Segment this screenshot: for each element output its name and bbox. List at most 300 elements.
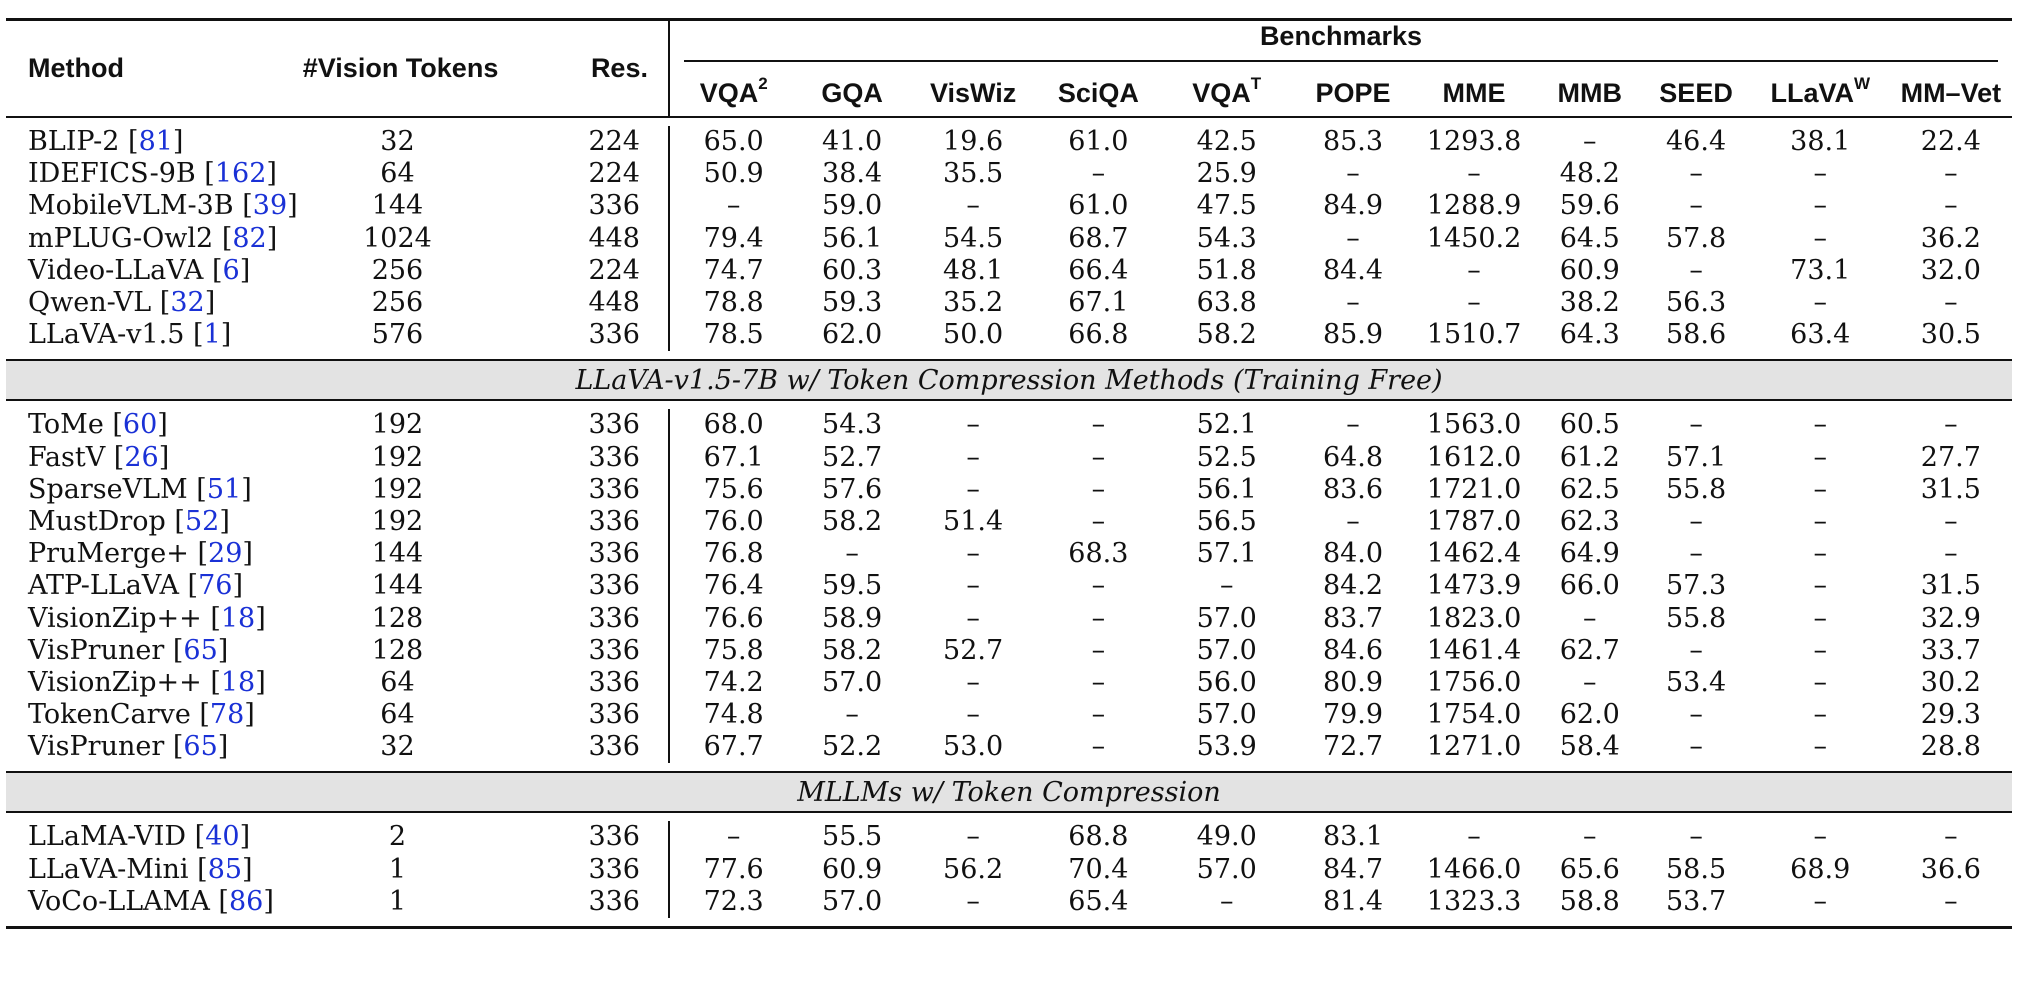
- citation-ref: 81: [138, 126, 173, 158]
- benchmark-value-cell: 47.5: [1196, 190, 1257, 222]
- benchmark-value-cell: 57.0: [1196, 634, 1257, 666]
- benchmark-value-cell: –: [1689, 158, 1703, 190]
- benchmark-value-cell: –: [1944, 158, 1958, 190]
- benchmark-value-cell: 58.6: [1666, 319, 1727, 351]
- benchmark-value-cell: 61.0: [1068, 126, 1129, 158]
- benchmark-value-cell: –: [1813, 634, 1827, 666]
- benchmark-value-cell: 58.8: [1559, 885, 1620, 917]
- benchmark-value-cell: 42.5: [1196, 126, 1257, 158]
- method-name: LLaVA-Mini: [28, 853, 189, 885]
- benchmark-name: MM–Vet: [1900, 77, 2002, 108]
- benchmark-value-cell: 25.9: [1196, 158, 1257, 190]
- benchmark-value-cell: 33.7: [1920, 634, 1981, 666]
- method-cell: MobileVLM-3B [39]: [28, 190, 298, 222]
- vision-tokens-cell: 1: [388, 885, 407, 917]
- benchmark-value-cell: –: [1689, 190, 1703, 222]
- benchmark-name: SciQA: [1057, 77, 1139, 108]
- benchmark-value-cell: 75.6: [703, 473, 764, 505]
- benchmark-value-cell: 54.3: [822, 409, 883, 441]
- vision-tokens-cell: 144: [371, 570, 424, 602]
- resolution-cell: 336: [492, 602, 669, 634]
- benchmark-value-cell: 78.5: [703, 319, 764, 351]
- table-row: [6, 667, 2012, 699]
- resolution-cell: 336: [492, 442, 669, 474]
- benchmark-value-cell: 73.1: [1790, 254, 1851, 286]
- benchmark-value-cell: 50.9: [703, 158, 764, 190]
- benchmark-name: VQA: [699, 77, 759, 108]
- benchmark-value-cell: 19.6: [943, 126, 1004, 158]
- benchmark-value-cell: –: [1813, 505, 1827, 537]
- benchmark-value-cell: –: [1813, 885, 1827, 917]
- benchmark-superscript: T: [1250, 73, 1262, 93]
- benchmark-value-cell: 38.4: [822, 158, 883, 190]
- vision-tokens-cell: 256: [371, 287, 424, 319]
- benchmark-value-cell: 55.8: [1666, 602, 1727, 634]
- benchmark-value-cell: 74.7: [703, 254, 764, 286]
- method-name: BLIP-2: [28, 126, 120, 158]
- benchmark-value-cell: –: [1091, 158, 1106, 190]
- benchmark-value-cell: –: [1219, 570, 1234, 602]
- benchmarks-header: [669, 20, 2012, 71]
- benchmark-value-cell: –: [1689, 731, 1703, 763]
- spacer-row: [6, 400, 2012, 409]
- vision-tokens-cell: 144: [371, 538, 424, 570]
- benchmark-value-cell: 55.5: [822, 821, 883, 853]
- benchmark-value-cell: 61.0: [1068, 190, 1129, 222]
- table-row: [6, 854, 2012, 886]
- benchmark-value-cell: 56.1: [1196, 473, 1257, 505]
- table-row: [6, 255, 2012, 287]
- citation-ref: 51: [206, 473, 242, 505]
- benchmark-value-cell: –: [1583, 666, 1597, 698]
- benchmark-value-cell: 56.5: [1196, 505, 1257, 537]
- method-cell: LLaVA-v1.5 [1]: [28, 319, 232, 351]
- benchmark-column-header: [797, 70, 906, 117]
- benchmark-value-cell: 1462.4: [1426, 538, 1522, 570]
- benchmark-value-cell: –: [966, 473, 980, 505]
- spacer-row: [6, 918, 2012, 928]
- method-name: VisPruner: [28, 634, 165, 666]
- benchmark-value-cell: –: [1091, 634, 1106, 666]
- method-name: Qwen-VL: [28, 287, 152, 319]
- benchmark-value-cell: 60.9: [822, 853, 883, 885]
- header-row-top: [6, 20, 2012, 71]
- table-row: [6, 158, 2012, 190]
- resolution-cell: 336: [492, 699, 669, 731]
- vision-tokens-cell: 1: [388, 853, 407, 885]
- benchmark-value-cell: –: [1944, 885, 1958, 917]
- benchmark-name: MME: [1442, 77, 1506, 108]
- benchmark-value-cell: –: [1813, 473, 1827, 505]
- vision-tokens-cell: 144: [371, 190, 424, 222]
- benchmark-value-cell: –: [1091, 505, 1106, 537]
- citation-ref: 1: [203, 319, 221, 351]
- benchmark-value-cell: –: [1346, 287, 1360, 319]
- table-row: [6, 442, 2012, 474]
- benchmark-value-cell: 78.8: [703, 287, 764, 319]
- benchmark-column-header: [1538, 70, 1641, 117]
- benchmark-value-cell: 52.7: [822, 441, 883, 473]
- benchmark-value-cell: 52.7: [943, 634, 1004, 666]
- benchmark-value-cell: 56.2: [943, 853, 1004, 885]
- spacer-row: [6, 351, 2012, 360]
- citation-ref: 6: [222, 254, 240, 286]
- citation-ref: 86: [228, 885, 264, 917]
- benchmark-value-cell: 62.5: [1559, 473, 1620, 505]
- table-row: [6, 886, 2012, 918]
- vision-tokens-cell: 64: [380, 158, 415, 190]
- benchmark-column-header: [669, 70, 797, 117]
- benchmark-value-cell: 83.6: [1322, 473, 1384, 505]
- vision-tokens-cell: 1024: [363, 222, 432, 254]
- benchmark-value-cell: 22.4: [1920, 126, 1981, 158]
- benchmark-value-cell: –: [1689, 409, 1703, 441]
- method-name: TokenCarve: [28, 699, 191, 731]
- benchmark-value-cell: 79.4: [703, 222, 764, 254]
- benchmark-name: MMB: [1557, 77, 1623, 108]
- benchmark-value-cell: 56.3: [1666, 287, 1727, 319]
- benchmark-value-cell: 55.8: [1666, 473, 1727, 505]
- benchmark-value-cell: 68.9: [1790, 853, 1851, 885]
- vision-tokens-cell: 64: [380, 666, 415, 698]
- method-cell: IDEFICS-9B [162]: [28, 158, 277, 190]
- benchmark-value-cell: 85.9: [1322, 319, 1384, 351]
- section-title: MLLMs w/ Token Compression: [6, 772, 2012, 812]
- table-row: [6, 190, 2012, 222]
- benchmark-value-cell: –: [1813, 441, 1827, 473]
- benchmark-value-cell: –: [1944, 538, 1958, 570]
- benchmark-value-cell: 76.8: [703, 538, 764, 570]
- table-row: [6, 223, 2012, 255]
- benchmark-value-cell: 52.2: [822, 731, 883, 763]
- method-cell: VisPruner [65]: [28, 634, 229, 666]
- benchmark-value-cell: 30.5: [1920, 319, 1981, 351]
- benchmark-superscript: W: [1853, 73, 1871, 93]
- benchmark-value-cell: 30.2: [1920, 666, 1981, 698]
- table-row: [6, 538, 2012, 570]
- benchmark-column-header: [1157, 70, 1296, 117]
- benchmark-value-cell: 1787.0: [1426, 505, 1522, 537]
- benchmark-value-cell: 49.0: [1196, 821, 1257, 853]
- method-name: MobileVLM-3B: [28, 190, 234, 222]
- citation-ref: 65: [183, 731, 218, 763]
- benchmark-value-cell: 1461.4: [1426, 634, 1522, 666]
- method-cell: TokenCarve [78]: [28, 699, 255, 731]
- method-cell: FastV [26]: [28, 441, 170, 473]
- benchmark-value-cell: 1271.0: [1426, 731, 1522, 763]
- citation-ref: 60: [122, 409, 158, 441]
- benchmark-value-cell: 72.7: [1322, 731, 1384, 763]
- benchmark-value-cell: –: [1813, 222, 1827, 254]
- benchmark-value-cell: 62.0: [1559, 699, 1620, 731]
- benchmark-value-cell: –: [1346, 409, 1360, 441]
- benchmark-value-cell: 58.5: [1666, 853, 1727, 885]
- table-row: [6, 821, 2012, 853]
- benchmark-value-cell: 51.4: [943, 505, 1004, 537]
- benchmark-value-cell: 66.8: [1068, 319, 1129, 351]
- method-name: Video-LLaVA: [28, 254, 204, 286]
- benchmark-value-cell: 65.6: [1559, 853, 1620, 885]
- spacer-cell: [6, 918, 2012, 928]
- resolution-cell: 336: [492, 854, 669, 886]
- benchmark-value-cell: –: [1346, 505, 1360, 537]
- benchmark-value-cell: 59.3: [822, 287, 883, 319]
- benchmark-value-cell: 72.3: [703, 885, 764, 917]
- benchmark-value-cell: –: [1467, 821, 1481, 853]
- benchmark-value-cell: 62.7: [1559, 634, 1620, 666]
- method-cell: SparseVLM [51]: [28, 473, 252, 505]
- benchmark-value-cell: –: [966, 666, 980, 698]
- vision-tokens-header: #Vision Tokens: [303, 20, 492, 118]
- benchmark-value-cell: –: [1944, 505, 1958, 537]
- benchmark-value-cell: 74.8: [703, 699, 764, 731]
- benchmark-value-cell: 68.0: [703, 409, 764, 441]
- benchmark-value-cell: –: [1689, 505, 1703, 537]
- benchmark-value-cell: 65.4: [1068, 885, 1129, 917]
- benchmark-value-cell: 38.1: [1790, 126, 1851, 158]
- citation-ref: 65: [183, 634, 218, 666]
- benchmark-value-cell: 63.8: [1196, 287, 1257, 319]
- benchmark-value-cell: 77.6: [703, 853, 764, 885]
- benchmark-value-cell: 54.5: [943, 222, 1004, 254]
- benchmark-value-cell: –: [1346, 222, 1360, 254]
- table-row: [6, 287, 2012, 319]
- benchmark-value-cell: –: [726, 821, 741, 853]
- table-row: [6, 474, 2012, 506]
- benchmark-name: VisWiz: [929, 77, 1017, 108]
- benchmark-value-cell: 64.5: [1559, 222, 1620, 254]
- benchmark-value-cell: 64.3: [1559, 319, 1620, 351]
- benchmark-value-cell: 1612.0: [1426, 441, 1522, 473]
- benchmark-value-cell: 60.5: [1559, 409, 1620, 441]
- benchmark-value-cell: 46.4: [1666, 126, 1727, 158]
- benchmark-value-cell: –: [1813, 821, 1827, 853]
- vision-tokens-cell: 2: [388, 821, 407, 853]
- citation-ref: 26: [124, 441, 159, 473]
- spacer-cell: [6, 812, 2012, 821]
- benchmark-value-cell: 68.7: [1068, 222, 1129, 254]
- benchmark-column-header: [1410, 70, 1538, 117]
- method-cell: PruMerge+ [29]: [28, 538, 253, 570]
- benchmark-value-cell: –: [1813, 190, 1827, 222]
- benchmark-value-cell: –: [726, 190, 741, 222]
- method-cell: Qwen-VL [32]: [28, 287, 216, 319]
- vision-tokens-cell: 256: [371, 254, 424, 286]
- benchmark-value-cell: 58.2: [822, 505, 883, 537]
- resolution-cell: 336: [492, 319, 669, 351]
- benchmark-value-cell: 68.3: [1068, 538, 1129, 570]
- benchmark-value-cell: –: [1219, 885, 1234, 917]
- benchmark-value-cell: 57.6: [822, 473, 883, 505]
- benchmark-value-cell: 57.1: [1666, 441, 1727, 473]
- benchmark-value-cell: 56.0: [1196, 666, 1257, 698]
- benchmark-value-cell: –: [1091, 602, 1106, 634]
- benchmark-value-cell: 57.3: [1666, 570, 1727, 602]
- benchmark-value-cell: 53.0: [943, 731, 1004, 763]
- benchmark-value-cell: –: [1944, 821, 1958, 853]
- benchmark-value-cell: 1323.3: [1426, 885, 1522, 917]
- benchmark-column-header: [907, 70, 1040, 117]
- benchmark-value-cell: 58.4: [1559, 731, 1620, 763]
- benchmark-value-cell: 1721.0: [1426, 473, 1522, 505]
- benchmark-value-cell: 41.0: [822, 126, 883, 158]
- benchmark-value-cell: 62.0: [822, 319, 883, 351]
- table-row: [6, 409, 2012, 441]
- benchmark-value-cell: 57.0: [822, 666, 883, 698]
- benchmark-value-cell: 57.0: [1196, 853, 1257, 885]
- benchmark-value-cell: –: [966, 885, 980, 917]
- benchmark-value-cell: 59.5: [822, 570, 883, 602]
- benchmark-value-cell: –: [1813, 409, 1827, 441]
- benchmark-name: VQA: [1192, 77, 1251, 108]
- method-cell: VisionZip++ [18]: [28, 602, 266, 634]
- benchmark-value-cell: 50.0: [943, 319, 1004, 351]
- method-cell: VisionZip++ [18]: [28, 666, 266, 698]
- benchmark-value-cell: 58.2: [822, 634, 883, 666]
- spacer-row: [6, 763, 2012, 772]
- benchmark-column-header: [1890, 70, 2012, 117]
- benchmark-value-cell: 83.7: [1322, 602, 1384, 634]
- benchmark-value-cell: –: [966, 821, 980, 853]
- benchmark-value-cell: 52.1: [1196, 409, 1257, 441]
- method-name: ToMe: [28, 409, 104, 441]
- method-cell: LLaVA-Mini [85]: [28, 853, 253, 885]
- benchmark-value-cell: 1756.0: [1426, 666, 1522, 698]
- benchmark-value-cell: 54.3: [1196, 222, 1257, 254]
- spacer-cell: [6, 351, 2012, 360]
- benchmark-value-cell: 53.4: [1666, 666, 1727, 698]
- results-table: [6, 18, 2012, 929]
- benchmark-value-cell: 63.4: [1790, 319, 1851, 351]
- method-cell: ToMe [60]: [28, 409, 168, 441]
- benchmark-value-cell: 83.1: [1322, 821, 1384, 853]
- resolution-cell: 224: [492, 126, 669, 158]
- benchmark-value-cell: –: [1944, 409, 1958, 441]
- benchmark-value-cell: 76.6: [703, 602, 764, 634]
- benchmark-value-cell: –: [1813, 158, 1827, 190]
- benchmark-value-cell: 76.4: [703, 570, 764, 602]
- benchmark-value-cell: –: [1467, 287, 1481, 319]
- method-cell: ATP-LLaVA [76]: [28, 570, 243, 602]
- section-title: LLaVA-v1.5-7B w/ Token Compression Methods (Training Free): [6, 360, 2012, 400]
- resolution-cell: 336: [492, 409, 669, 441]
- method-name: PruMerge+: [28, 538, 189, 570]
- table-row: [6, 570, 2012, 602]
- citation-ref: 18: [220, 666, 256, 698]
- method-name: FastV: [28, 441, 106, 473]
- citation-ref: 39: [252, 190, 288, 222]
- resolution-cell: 336: [492, 474, 669, 506]
- benchmark-value-cell: –: [1091, 570, 1106, 602]
- benchmark-value-cell: –: [1091, 441, 1106, 473]
- benchmark-value-cell: 57.1: [1196, 538, 1257, 570]
- benchmark-value-cell: 60.3: [822, 254, 883, 286]
- benchmark-value-cell: 1450.2: [1426, 222, 1522, 254]
- table-row: [6, 126, 2012, 158]
- vision-tokens-cell: 192: [371, 441, 424, 473]
- vision-tokens-cell: 192: [371, 473, 424, 505]
- benchmark-value-cell: –: [966, 190, 980, 222]
- benchmark-value-cell: –: [1813, 602, 1827, 634]
- benchmark-value-cell: 84.4: [1322, 254, 1384, 286]
- resolution-cell: 336: [492, 886, 669, 918]
- resolution-cell: 224: [492, 255, 669, 287]
- table-row: [6, 602, 2012, 634]
- citation-ref: 40: [205, 821, 240, 853]
- benchmark-value-cell: 85.3: [1322, 126, 1384, 158]
- citation-ref: 82: [232, 222, 267, 254]
- benchmark-value-cell: –: [1944, 190, 1958, 222]
- method-cell: VoCo-LLAMA [86]: [28, 885, 274, 917]
- benchmark-name: POPE: [1315, 77, 1391, 108]
- method-cell: BLIP-2 [81]: [28, 126, 184, 158]
- method-name: LLaVA-v1.5: [28, 319, 185, 351]
- section-header-row: [6, 772, 2012, 812]
- citation-ref: 29: [208, 538, 243, 570]
- benchmark-value-cell: 58.2: [1196, 319, 1257, 351]
- benchmark-value-cell: 65.0: [703, 126, 764, 158]
- benchmark-value-cell: 1473.9: [1426, 570, 1522, 602]
- benchmark-value-cell: –: [1813, 287, 1827, 319]
- vision-tokens-cell: 192: [371, 409, 424, 441]
- benchmark-column-header: [1039, 70, 1157, 117]
- benchmark-value-cell: 1510.7: [1426, 319, 1522, 351]
- benchmark-value-cell: 27.7: [1920, 441, 1981, 473]
- benchmark-value-cell: –: [966, 602, 980, 634]
- method-name: mPLUG-Owl2: [28, 222, 214, 254]
- benchmark-column-header: [1751, 70, 1890, 117]
- benchmark-value-cell: 53.7: [1666, 885, 1727, 917]
- benchmark-value-cell: –: [966, 538, 980, 570]
- benchmark-value-cell: 35.5: [943, 158, 1004, 190]
- benchmark-value-cell: –: [1346, 158, 1360, 190]
- resolution-cell: 336: [492, 538, 669, 570]
- table-row: [6, 731, 2012, 763]
- benchmark-value-cell: –: [966, 409, 980, 441]
- benchmark-value-cell: 67.1: [1068, 287, 1129, 319]
- benchmark-value-cell: 84.6: [1322, 634, 1384, 666]
- spacer-row: [6, 117, 2012, 126]
- benchmark-value-cell: 1288.9: [1426, 190, 1522, 222]
- vision-tokens-cell: 576: [371, 319, 424, 351]
- benchmark-value-cell: 84.2: [1322, 570, 1384, 602]
- benchmark-value-cell: 76.0: [703, 505, 764, 537]
- benchmark-value-cell: 59.6: [1559, 190, 1620, 222]
- benchmark-value-cell: 57.0: [822, 885, 883, 917]
- resolution-cell: 336: [492, 506, 669, 538]
- benchmark-value-cell: 31.5: [1920, 473, 1981, 505]
- benchmark-value-cell: –: [845, 538, 859, 570]
- citation-ref: 18: [220, 602, 256, 634]
- table-body: [6, 117, 2012, 927]
- benchmark-value-cell: 1563.0: [1426, 409, 1522, 441]
- benchmark-value-cell: –: [1091, 409, 1106, 441]
- benchmark-value-cell: 57.0: [1196, 699, 1257, 731]
- benchmark-value-cell: –: [1583, 602, 1597, 634]
- benchmark-value-cell: 1293.8: [1426, 126, 1522, 158]
- resolution-cell: 336: [492, 821, 669, 853]
- benchmark-value-cell: –: [1091, 699, 1106, 731]
- benchmark-value-cell: –: [966, 441, 980, 473]
- vision-tokens-cell: 32: [380, 126, 415, 158]
- table-row: [6, 635, 2012, 667]
- benchmark-value-cell: 68.8: [1068, 821, 1129, 853]
- citation-ref: 78: [209, 699, 245, 731]
- benchmark-value-cell: 80.9: [1322, 666, 1384, 698]
- table-row: [6, 319, 2012, 351]
- method-cell: VisPruner [65]: [28, 731, 229, 763]
- benchmark-value-cell: 36.2: [1920, 222, 1981, 254]
